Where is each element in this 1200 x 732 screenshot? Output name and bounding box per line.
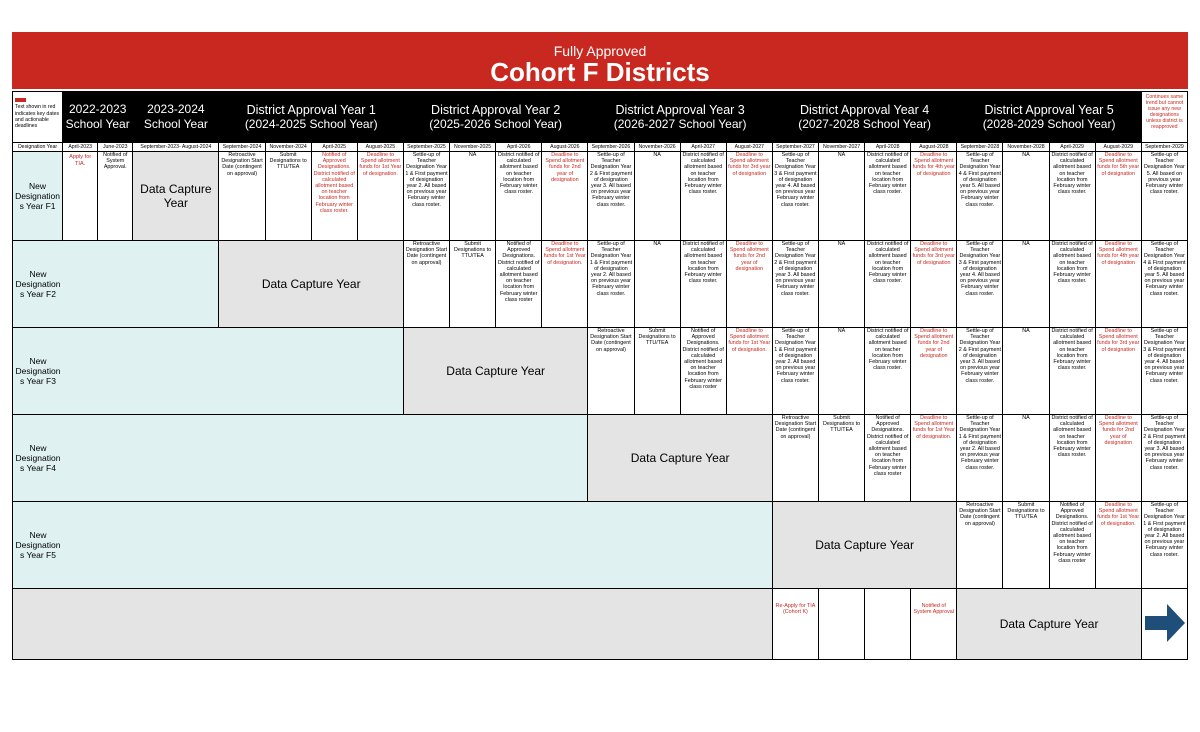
year5-subtitle: (2028-2029 School Year) <box>982 117 1116 131</box>
subheader-cell: April-2026 <box>496 143 542 152</box>
approval-year-4-header <box>772 92 956 143</box>
notified-cell: Notified of System Approval. <box>98 152 133 241</box>
step-cell: District notified of calculated allotment based on teacher location from February winter class roster. <box>1049 241 1095 328</box>
designation-row-f2 <box>13 241 1188 328</box>
row-label-text: New Designations Year F4 <box>15 443 61 473</box>
row-label: New Designations Year F1 <box>13 152 63 241</box>
data-capture-cell: Data Capture Year <box>957 589 1141 660</box>
subheader-cell: August-2025 <box>357 143 403 152</box>
step-cell: Settle-up of Teacher Designation Year 3 & First payment of designation year 4. All based on previous year February winter class roster. <box>772 152 818 241</box>
reapply-cell: Re-Apply for TIA (Cohort K) <box>772 589 818 660</box>
subheader-cell: September-2029 <box>1141 143 1187 152</box>
step-cell: NA <box>818 152 864 241</box>
step-cell: Deadline to Spend allotment funds for 1st Year of designation. <box>542 241 588 328</box>
row-label <box>13 241 219 328</box>
banner-title: Cohort F Districts <box>490 57 710 87</box>
step-cell: District notified of calculated allotment based on teacher location from February winter class roster. <box>1049 328 1095 415</box>
step-cell: NA <box>1003 241 1049 328</box>
step-cell: District notified of calculated allotment based on teacher location from February winter class roster. <box>865 241 911 328</box>
sy2022-line2: School Year <box>65 117 130 131</box>
data-capture-cell: Data Capture Year <box>133 152 219 241</box>
subheader-cell: June-2023 <box>98 143 133 152</box>
subheader-cell: September-2026 <box>588 143 634 152</box>
step-cell: Retroactive Designation Start Date (contingent on approval) <box>403 241 449 328</box>
step-cell: Deadline to Spend allotment funds for 2nd year of designation <box>1095 415 1141 502</box>
step-cell: Deadline to Spend allotment funds for 1st Year of designation. <box>911 415 957 502</box>
step-cell: Retroactive Designation Start Date (contingent on approval) <box>772 415 818 502</box>
subheader-cell: August-2028 <box>911 143 957 152</box>
row-label <box>13 502 773 589</box>
continues-cell: Settle-up of Teacher Designation Year 1 & First payment of designation year 2. All based on previous year February winter class roster. <box>1141 502 1187 589</box>
banner-subtitle: Fully Approved <box>553 43 647 59</box>
month-subheader-row <box>13 143 1188 152</box>
data-capture-cell: Data Capture Year <box>219 241 403 328</box>
school-year-2023-header <box>133 92 219 143</box>
arrow-right-icon <box>1143 601 1187 645</box>
step-cell: Deadline to Spend allotment funds for 2nd year of designation <box>726 241 772 328</box>
step-cell: Deadline to Spend allotment funds for 1st Year of designation. <box>1095 502 1141 589</box>
step-cell: Notified of Approved Designations. District notified of calculated allotment based on teacher location from February winter class roster <box>680 328 726 415</box>
continues-cell: Settle-up of Teacher Designation Year 4 & First payment of designation year 5. All based on previous year February winter class roster. <box>1141 241 1187 328</box>
approval-year-1-header <box>219 92 403 143</box>
step-cell: District notified of calculated allotment based on teacher location from February winter class roster. <box>496 152 542 241</box>
subheader-cell: April-2027 <box>680 143 726 152</box>
sy2023-line1: 2023-2024 <box>147 102 205 116</box>
year3-subtitle: (2026-2027 School Year) <box>613 117 747 131</box>
step-cell: Deadline to Spend allotment funds for 5th year of designation <box>1095 152 1141 241</box>
subheader-cell: September-2028 <box>957 143 1003 152</box>
subheader-cell: September-2023- August-2024 <box>133 143 219 152</box>
step-cell: Settle-up of Teacher Designation Year 3 & First payment of designation year 4. All based on previous year February winter class roster. <box>957 241 1003 328</box>
empty-cell <box>818 589 864 660</box>
approval-year-2-header <box>403 92 587 143</box>
continues-cell: Settle-up of Teacher Designation Year 5. All based on previous year February winter class roster. <box>1141 152 1187 241</box>
row-label <box>13 415 588 502</box>
legend-cell <box>13 92 63 143</box>
title-banner <box>12 32 1188 89</box>
subheader-cell: Designation Year <box>13 143 63 152</box>
step-cell: Submit Designations to TTU/TEA <box>818 415 864 502</box>
reapply-row <box>13 589 1188 660</box>
step-cell: NA <box>818 241 864 328</box>
row-label-text: New Designations Year F3 <box>15 356 61 386</box>
step-cell: Deadline to Spend allotment funds for 3rd year of designation <box>726 152 772 241</box>
step-cell: Settle-up of Teacher Designation Year 1 & First payment of designation year 2. All based on previous year February winter class roster. <box>957 415 1003 502</box>
row-label-text: New Designations Year F2 <box>15 269 61 299</box>
step-cell: NA <box>634 241 680 328</box>
sy2022-line1: 2022-2023 <box>68 102 127 116</box>
designation-row-f5 <box>13 502 1188 589</box>
year2-subtitle: (2025-2026 School Year) <box>429 117 563 131</box>
step-cell: Settle-up of Teacher Designation Year 1 & First payment of designation year 2. All based on previous year February winter class roster. <box>403 152 449 241</box>
year4-title: District Approval Year 4 <box>799 103 930 117</box>
data-capture-cell: Data Capture Year <box>772 502 956 589</box>
step-cell: Submit Designations to TTU/TEA <box>265 152 311 241</box>
legend-note: Text shown in red indicates key dates and actionable deadlines <box>15 104 60 130</box>
designation-row-f4 <box>13 415 1188 502</box>
year1-title: District Approval Year 1 <box>246 103 376 117</box>
school-year-2022-header <box>63 92 133 143</box>
cohort-chart <box>12 32 1188 660</box>
step-cell: Deadline to Spend allotment funds for 4th year of designation <box>911 152 957 241</box>
step-cell: Settle-up of Teacher Designation Year 2 & First payment of designation year 3. All based on previous year February winter class roster. <box>772 241 818 328</box>
year4-subtitle: (2027-2028 School Year) <box>798 117 931 131</box>
subheader-cell: April-2028 <box>865 143 911 152</box>
step-cell: NA <box>1003 328 1049 415</box>
step-cell: Retroactive Designation Start Date (contingent on approval) <box>588 328 634 415</box>
step-cell: Settle-up of Teacher Designation Year 1 & First payment of designation year 2. All based on previous year February winter class roster. <box>588 241 634 328</box>
subheader-cell: September-2027 <box>772 143 818 152</box>
continues-cell: Settle-up of Teacher Designation Year 3 & First payment of designation year 4. All based on previous year February winter class roster. <box>1141 328 1187 415</box>
step-cell: Notified of Approved Designations. District notified of calculated allotment based on teacher location from February winter class roster <box>496 241 542 328</box>
step-cell: Deadline to Spend allotment funds for 4th year of designation <box>1095 241 1141 328</box>
subheader-cell: August-2029 <box>1095 143 1141 152</box>
row-label <box>13 328 404 415</box>
continues-note: Continues same trend but cannot issue any new designations unless district is reapproved <box>1141 92 1187 143</box>
step-cell: NA <box>1003 152 1049 241</box>
header-row <box>13 92 1188 143</box>
step-cell: Settle-up of Teacher Designation Year 2 & First payment of designation year 3. All based on previous year February winter class roster. <box>588 152 634 241</box>
step-cell: Submit Designations to TTU/TEA <box>450 241 496 328</box>
step-cell: Notified of Approved Designations. District notified of calculated allotment based on teacher location from February winter class roster <box>1049 502 1095 589</box>
step-cell: Submit Designations to TTU/TEA <box>1003 502 1049 589</box>
data-capture-cell: Data Capture Year <box>588 415 772 502</box>
step-cell: Retroactive Designation Start Date (contingent on approval) <box>957 502 1003 589</box>
subheader-cell: November-2024 <box>265 143 311 152</box>
red-legend-swatch <box>15 98 26 102</box>
step-cell: NA <box>450 152 496 241</box>
step-cell: District notified of calculated allotment based on teacher location from February winter class roster. <box>1049 152 1095 241</box>
approval-year-5-header <box>957 92 1141 143</box>
step-cell: Notified of Approved Designations. District notified of calculated allotment based on teacher location from February winter class roster. <box>311 152 357 241</box>
apply-cell: Apply for TIA. <box>63 152 98 241</box>
subheader-cell: September-2025 <box>403 143 449 152</box>
sy2023-line2: School Year <box>143 117 208 131</box>
timeline-table <box>12 91 1188 660</box>
year2-title: District Approval Year 2 <box>431 103 561 117</box>
subheader-cell: September-2024 <box>219 143 265 152</box>
step-cell: District notified of calculated allotment based on teacher location from February winter class roster. <box>1049 415 1095 502</box>
step-cell: NA <box>818 328 864 415</box>
step-cell: District notified of calculated allotment based on teacher location from February winter class roster. <box>865 152 911 241</box>
subheader-cell: April-2029 <box>1049 143 1095 152</box>
step-cell: Deadline to Spend allotment funds for 3rd year of designation <box>911 241 957 328</box>
year3-title: District Approval Year 3 <box>615 103 745 117</box>
subheader-cell: August-2026 <box>542 143 588 152</box>
subheader-cell: November-2026 <box>634 143 680 152</box>
system-notified-cell: Notified of System Approval <box>911 589 957 660</box>
step-cell: Settle-up of Teacher Designation Year 4 & First payment of designation year 5. All based on previous year February winter class roster. <box>957 152 1003 241</box>
step-cell: Submit Designations to TTU/TEA <box>634 328 680 415</box>
subheader-cell: August-2027 <box>726 143 772 152</box>
step-cell: District notified of calculated allotment based on teacher location from February winter class roster. <box>680 241 726 328</box>
step-cell: Notified of Approved Designations. District notified of calculated allotment based on teacher location from February winter class roster <box>865 415 911 502</box>
subheader-cell: November-2027 <box>818 143 864 152</box>
year5-title: District Approval Year 5 <box>984 103 1114 117</box>
subheader-cell: November-2028 <box>1003 143 1049 152</box>
step-cell: Deadline to Spend allotment funds for 2nd year of designation <box>911 328 957 415</box>
step-cell: NA <box>634 152 680 241</box>
step-cell: Deadline to Spend allotment funds for 3rd year of designation <box>1095 328 1141 415</box>
subheader-cell: November-2025 <box>450 143 496 152</box>
designation-row-f1 <box>13 152 1188 241</box>
approval-year-3-header <box>588 92 772 143</box>
step-cell: Settle-up of Teacher Designation Year 1 & First payment of designation year 2. All based on previous year February winter class roster. <box>772 328 818 415</box>
blank-grey-cell <box>13 589 773 660</box>
step-cell: Settle-up of Teacher Designation Year 2 & First payment of designation year 3. All based on previous year February winter class roster. <box>957 328 1003 415</box>
continues-cell: Settle-up of Teacher Designation Year 2 & First payment of designation year 3. All based on previous year February winter class roster. <box>1141 415 1187 502</box>
step-cell: Deadline to Spend allotment funds for 2nd year of designation <box>542 152 588 241</box>
step-cell: District notified of calculated allotment based on teacher location from February winter class roster. <box>680 152 726 241</box>
designation-row-f3 <box>13 328 1188 415</box>
year1-subtitle: (2024-2025 School Year) <box>244 117 378 131</box>
step-cell: NA <box>1003 415 1049 502</box>
step-cell: District notified of calculated allotment based on teacher location from February winter class roster. <box>865 328 911 415</box>
arrow-cell <box>1141 589 1187 660</box>
data-capture-cell: Data Capture Year <box>403 328 587 415</box>
step-cell: Deadline to Spend allotment funds for 1st Year of designation. <box>357 152 403 241</box>
empty-cell <box>865 589 911 660</box>
subheader-cell: April-2023 <box>63 143 98 152</box>
step-cell: Deadline to Spend allotment funds for 1st Year of designation. <box>726 328 772 415</box>
row-label-text: New Designations Year F5 <box>15 530 61 560</box>
step-cell: Retroactive Designation Start Date (contingent on approval) <box>219 152 265 241</box>
subheader-cell: April-2025 <box>311 143 357 152</box>
